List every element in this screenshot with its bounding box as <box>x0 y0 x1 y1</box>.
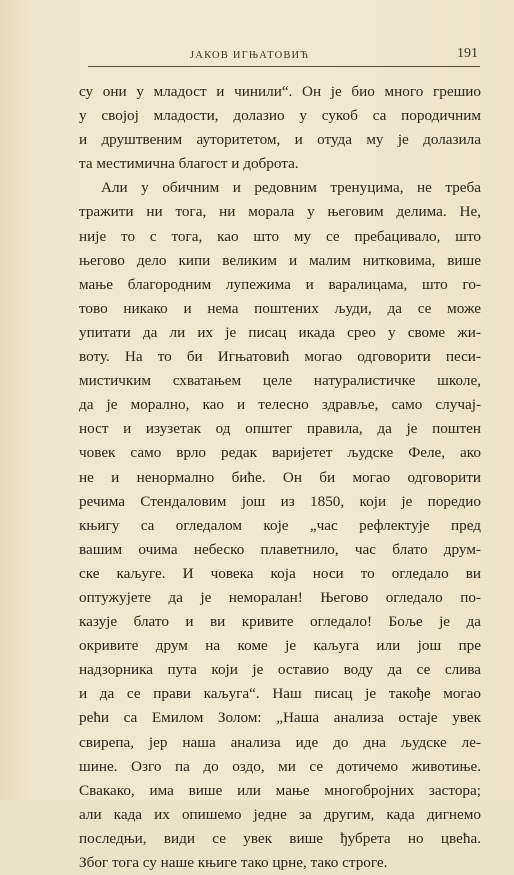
text-line: рећи са Емилом Золом: „Наша анализа остаје увек <box>79 709 481 727</box>
running-head: ЈАКОВ ИГЊАТОВИЋ <box>190 50 310 61</box>
text-line: последњи, види се увек више ђубрета но цвећа. <box>79 829 481 847</box>
text-line: свирепа, јер наша анализа иде до дна људске ле- <box>79 733 481 751</box>
text-line: вашим очима небеско плаветнило, час блато друм- <box>79 540 481 558</box>
text-line: и друштвеним ауторитетом, и отуда му је долазила <box>79 131 481 149</box>
page-number: 191 <box>457 46 478 61</box>
body-text <box>79 80 481 875</box>
text-line: књигу са огледалом које „час рефлектује пред <box>79 516 481 534</box>
text-line: окривите друм на коме је каљуга или још пре <box>79 637 481 655</box>
text-line: оптужујете да је неморалан! Његово огледало по- <box>79 588 481 606</box>
text-line: тражити ни тога, ни морала у његовим делима. Не, <box>79 203 481 221</box>
text-line: и да се прави каљуга“. Наш писац је такође могао <box>79 685 481 703</box>
text-line: воту. На то би Игњатовић могао одговорити песи- <box>79 348 481 366</box>
text-line: мање благородним лупежима и варалицама, што го- <box>79 275 481 293</box>
text-line: упитати да ли их је писац икада срео у своме жи- <box>79 323 481 341</box>
text-line: та местимична благост и доброта. <box>79 155 299 173</box>
text-line: у својој младости, долазио у сукоб са породичним <box>79 107 481 125</box>
text-line: да је морално, као и телесно здравље, само случај- <box>79 396 481 414</box>
text-line: не и ненормално биће. Он би могао одговорити <box>79 468 481 486</box>
text-line: није то с тога, као што му се пребацивало, што <box>79 227 481 245</box>
text-line: Због тога су наше књиге тако црне, тако строге. <box>79 854 388 871</box>
text-line: казује блато и ви кривите огледало! Боље је да <box>79 613 481 631</box>
text-line: речима Стендаловим још из 1850, који је поредио <box>79 492 481 510</box>
text-line: надзорника пута који је оставио воду да се слива <box>79 661 481 679</box>
text-line: тово никако и нема поштених људи, да се може <box>79 299 481 317</box>
text-line: Свакако, има више или мање многобројних застора; <box>79 781 481 799</box>
text-line: шине. Озго па до оздо, ми се дотичемо животиње. <box>79 757 481 775</box>
text-line: мистичким схватањем целе натуралистичке школе, <box>79 372 481 390</box>
header-rule <box>88 66 480 67</box>
text-line: његово дело кипи великим и малим нитковима, више <box>79 251 481 269</box>
text-line: су они у младост и чинили“. Он је био много грешио <box>79 83 481 100</box>
text-line: човек само врло редак варијетет људске Феле, ако <box>79 444 481 462</box>
text-line: ност и изузетак од општег правила, да је поштен <box>79 420 481 438</box>
text-line: али када их опишемо једне за другим, када дигнемо <box>79 805 481 823</box>
page-header <box>90 46 480 66</box>
text-line: ске каљуге. И човека која носи то огледало ви <box>79 564 481 582</box>
text-line: Али у обичним и редовним тренуцима, не треба <box>101 179 481 197</box>
